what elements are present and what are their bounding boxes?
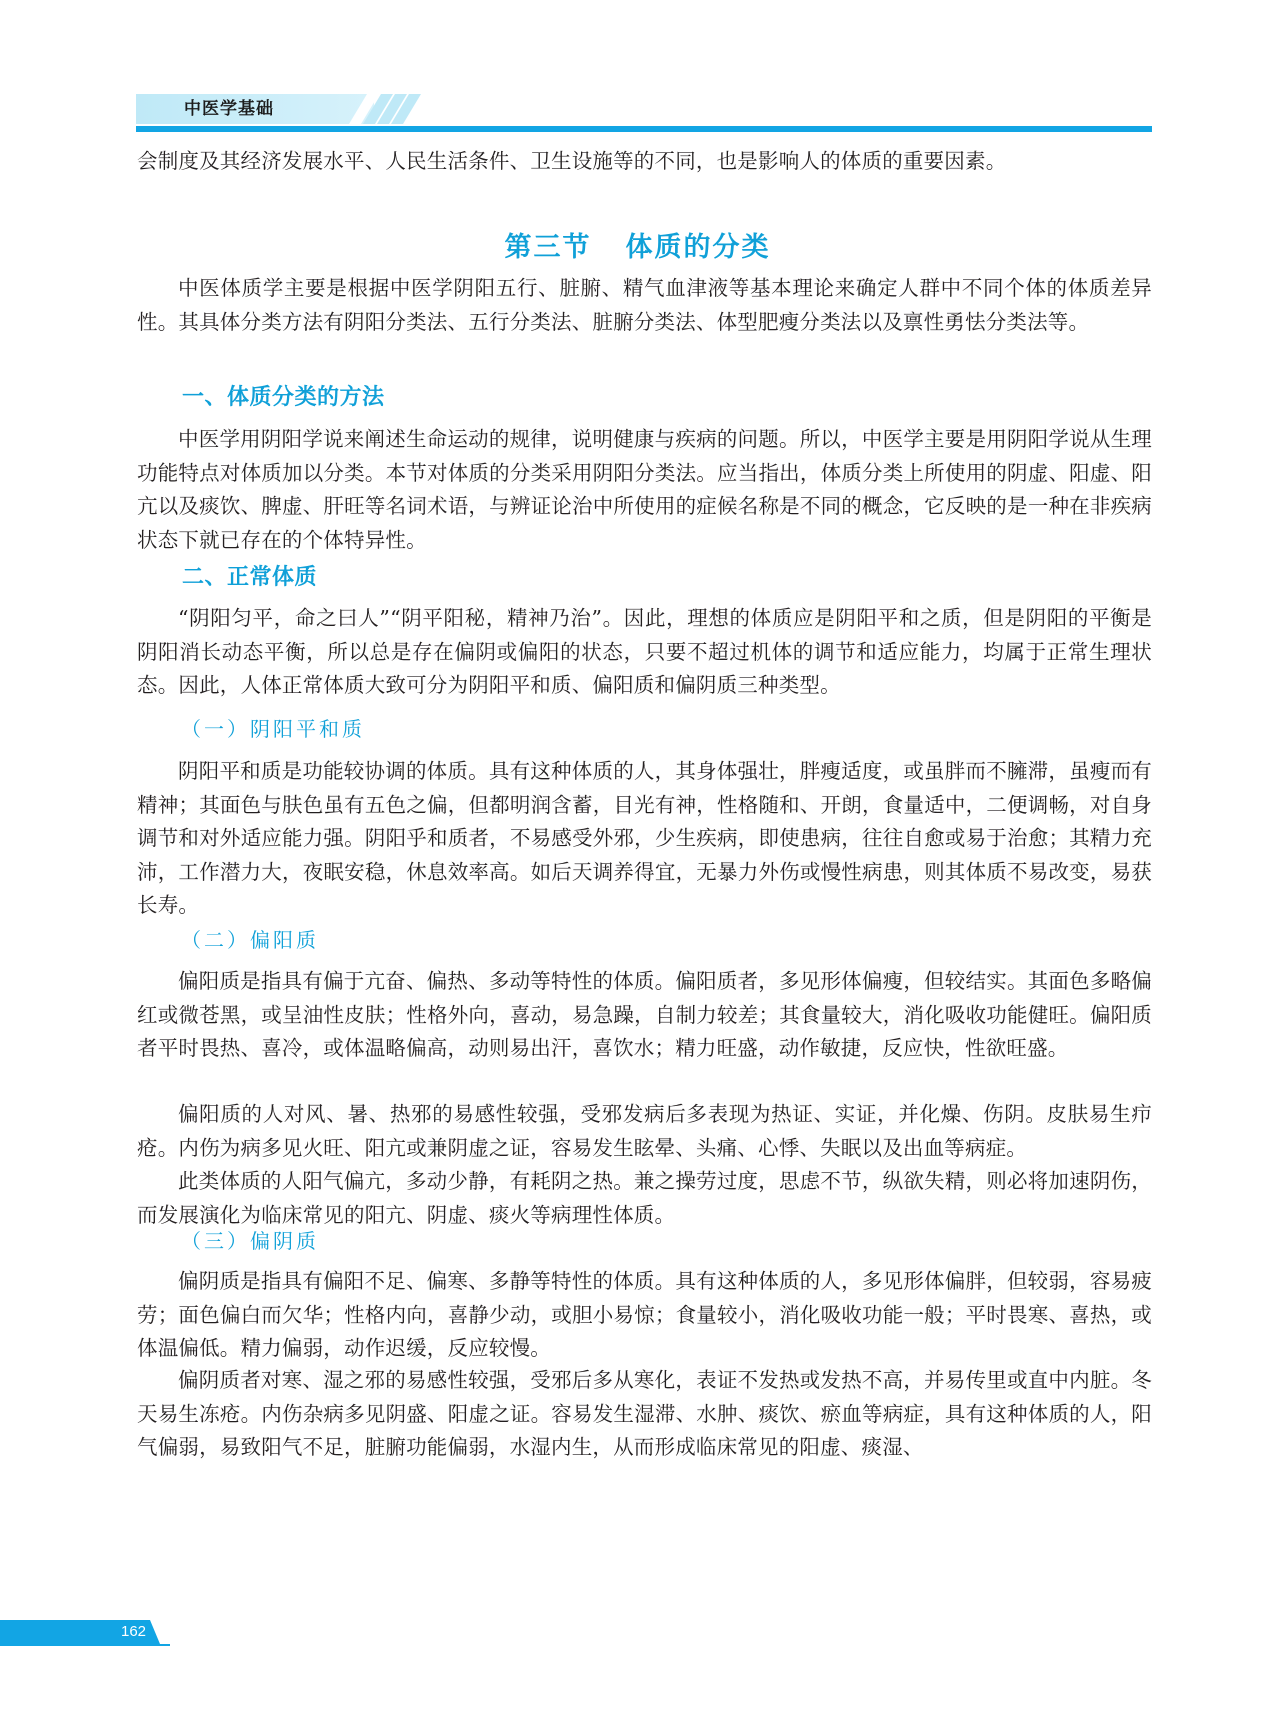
paragraph-yang-2: 偏阳质的人对风、暑、热邪的易感性较强，受邪发病后多表现为热证、实证，并化燥、伤阴。皮肤易生疖疮。内伤为病多见火旺、阳亢或兼阴虚之证，容易发生眩晕、头痛、心悸、失眠以及出血等病症。 — [137, 1102, 1152, 1160]
subheading-yin: （三）偏阴质 — [181, 1229, 319, 1253]
section-number: 第三节 — [504, 232, 592, 263]
paragraph-yin-2: 偏阴质者对寒、湿之邪的易感性较强，受邪后多从寒化，表证不发热或发热不高，并易传里或直中内脏。冬天易生冻疮。内伤杂病多见阴盛、阳虚之证。容易发生湿滞、水肿、痰饮、瘀血等病症，具有这种体质的人，阳气偏弱，易致阳气不足，脏腑功能偏弱，水湿内生，从而形成临床常见的阳虚、痰湿、 — [137, 1368, 1152, 1459]
running-header — [136, 92, 1152, 132]
intro-line: 会制度及其经济发展水平、人民生活条件、卫生设施等的不同，也是影响人的体质的重要因素。 — [137, 149, 1007, 173]
subheading-balanced: （一）阴阳平和质 — [181, 717, 365, 741]
paragraph-intro: 中医体质学主要是根据中医学阴阳五行、脏腑、精气血津液等基本理论来确定人群中不同个体的体质差异性。其具体分类方法有阴阳分类法、五行分类法、脏腑分类法、体型肥瘦分类法以及禀性勇怯分类法等。 — [137, 276, 1152, 334]
paragraph-balanced: 阴阳平和质是功能较协调的体质。具有这种体质的人，其身体强壮，胖瘦适度，或虽胖而不臃滞，虽瘦而有精神；其面色与肤色虽有五色之偏，但都明润含蓄，目光有神，性格随和、开朗，食量适中，二便调畅，对自身调节和对外适应能力强。阴阳乎和质者，不易感受外邪，少生疾病，即使患病，往往自愈或易于治愈；其精力充沛，工作潜力大，夜眠安稳，休息效率高。如后天调养得宜，无暴力外伤或慢性病患，则其体质不易改变，易获长寿。 — [137, 759, 1152, 917]
subheading-yang: （二）偏阳质 — [181, 928, 319, 952]
heading-classification-method: 一、体质分类的方法 — [182, 385, 385, 410]
book-title: 中医学基础 — [184, 99, 274, 119]
section-title — [0, 225, 1275, 264]
section-name: 体质的分类 — [625, 232, 771, 263]
header-stripes-decoration — [341, 94, 431, 124]
paragraph-yang-1: 偏阳质是指具有偏于亢奋、偏热、多动等特性的体质。偏阳质者，多见形体偏瘦，但较结实。其面色多略偏红或微苍黑，或呈油性皮肤；性格外向，喜动，易急躁，自制力较差；其食量较大，消化吸收功能健旺。偏阳质者平时畏热、喜冷，或体温略偏高，动则易出汗，喜饮水；精力旺盛，动作敏捷，反应快，性欲旺盛。 — [137, 969, 1152, 1060]
paragraph-normal: “阴阳匀平，命之曰人”“阴平阳秘，精神乃治”。因此，理想的体质应是阴阳平和之质，但是阴阳的平衡是阴阳消长动态平衡，所以总是存在偏阴或偏阳的状态，只要不超过机体的调节和适应能力，均属于正常生理状态。因此，人体正常体质大致可分为阴阳平和质、偏阳质和偏阴质三种类型。 — [137, 606, 1152, 697]
paragraph-method: 中医学用阴阳学说来阐述生命运动的规律，说明健康与疾病的问题。所以，中医学主要是用阴阳学说从生理功能特点对体质加以分类。本节对体质的分类采用阴阳分类法。应当指出，体质分类上所使用的阴虚、阳虚、阳亢以及痰饮、脾虚、肝旺等名词术语，与辨证论治中所使用的症候名称是不同的概念，它反映的是一种在非疾病状态下就已存在的个体特异性。 — [137, 427, 1152, 552]
heading-normal-constitution: 二、正常体质 — [182, 565, 318, 590]
header-rule — [136, 126, 1152, 132]
paragraph-yin-1: 偏阴质是指具有偏阳不足、偏寒、多静等特性的体质。具有这种体质的人，多见形体偏胖，但较弱，容易疲劳；面色偏白而欠华；性格内向，喜静少动，或胆小易惊；食量较小，消化吸收功能一般；平时畏寒、喜热，或体温偏低。精力偏弱，动作迟缓，反应较慢。 — [137, 1269, 1152, 1360]
paragraph-yang-3: 此类体质的人阳气偏亢，多动少静，有耗阴之热。兼之操劳过度，思虑不节，纵欲失精，则必将加速阴伤，而发展演化为临床常见的阳亢、阴虚、痰火等病理性体质。 — [137, 1169, 1152, 1227]
page-number: 162 — [121, 1623, 147, 1640]
